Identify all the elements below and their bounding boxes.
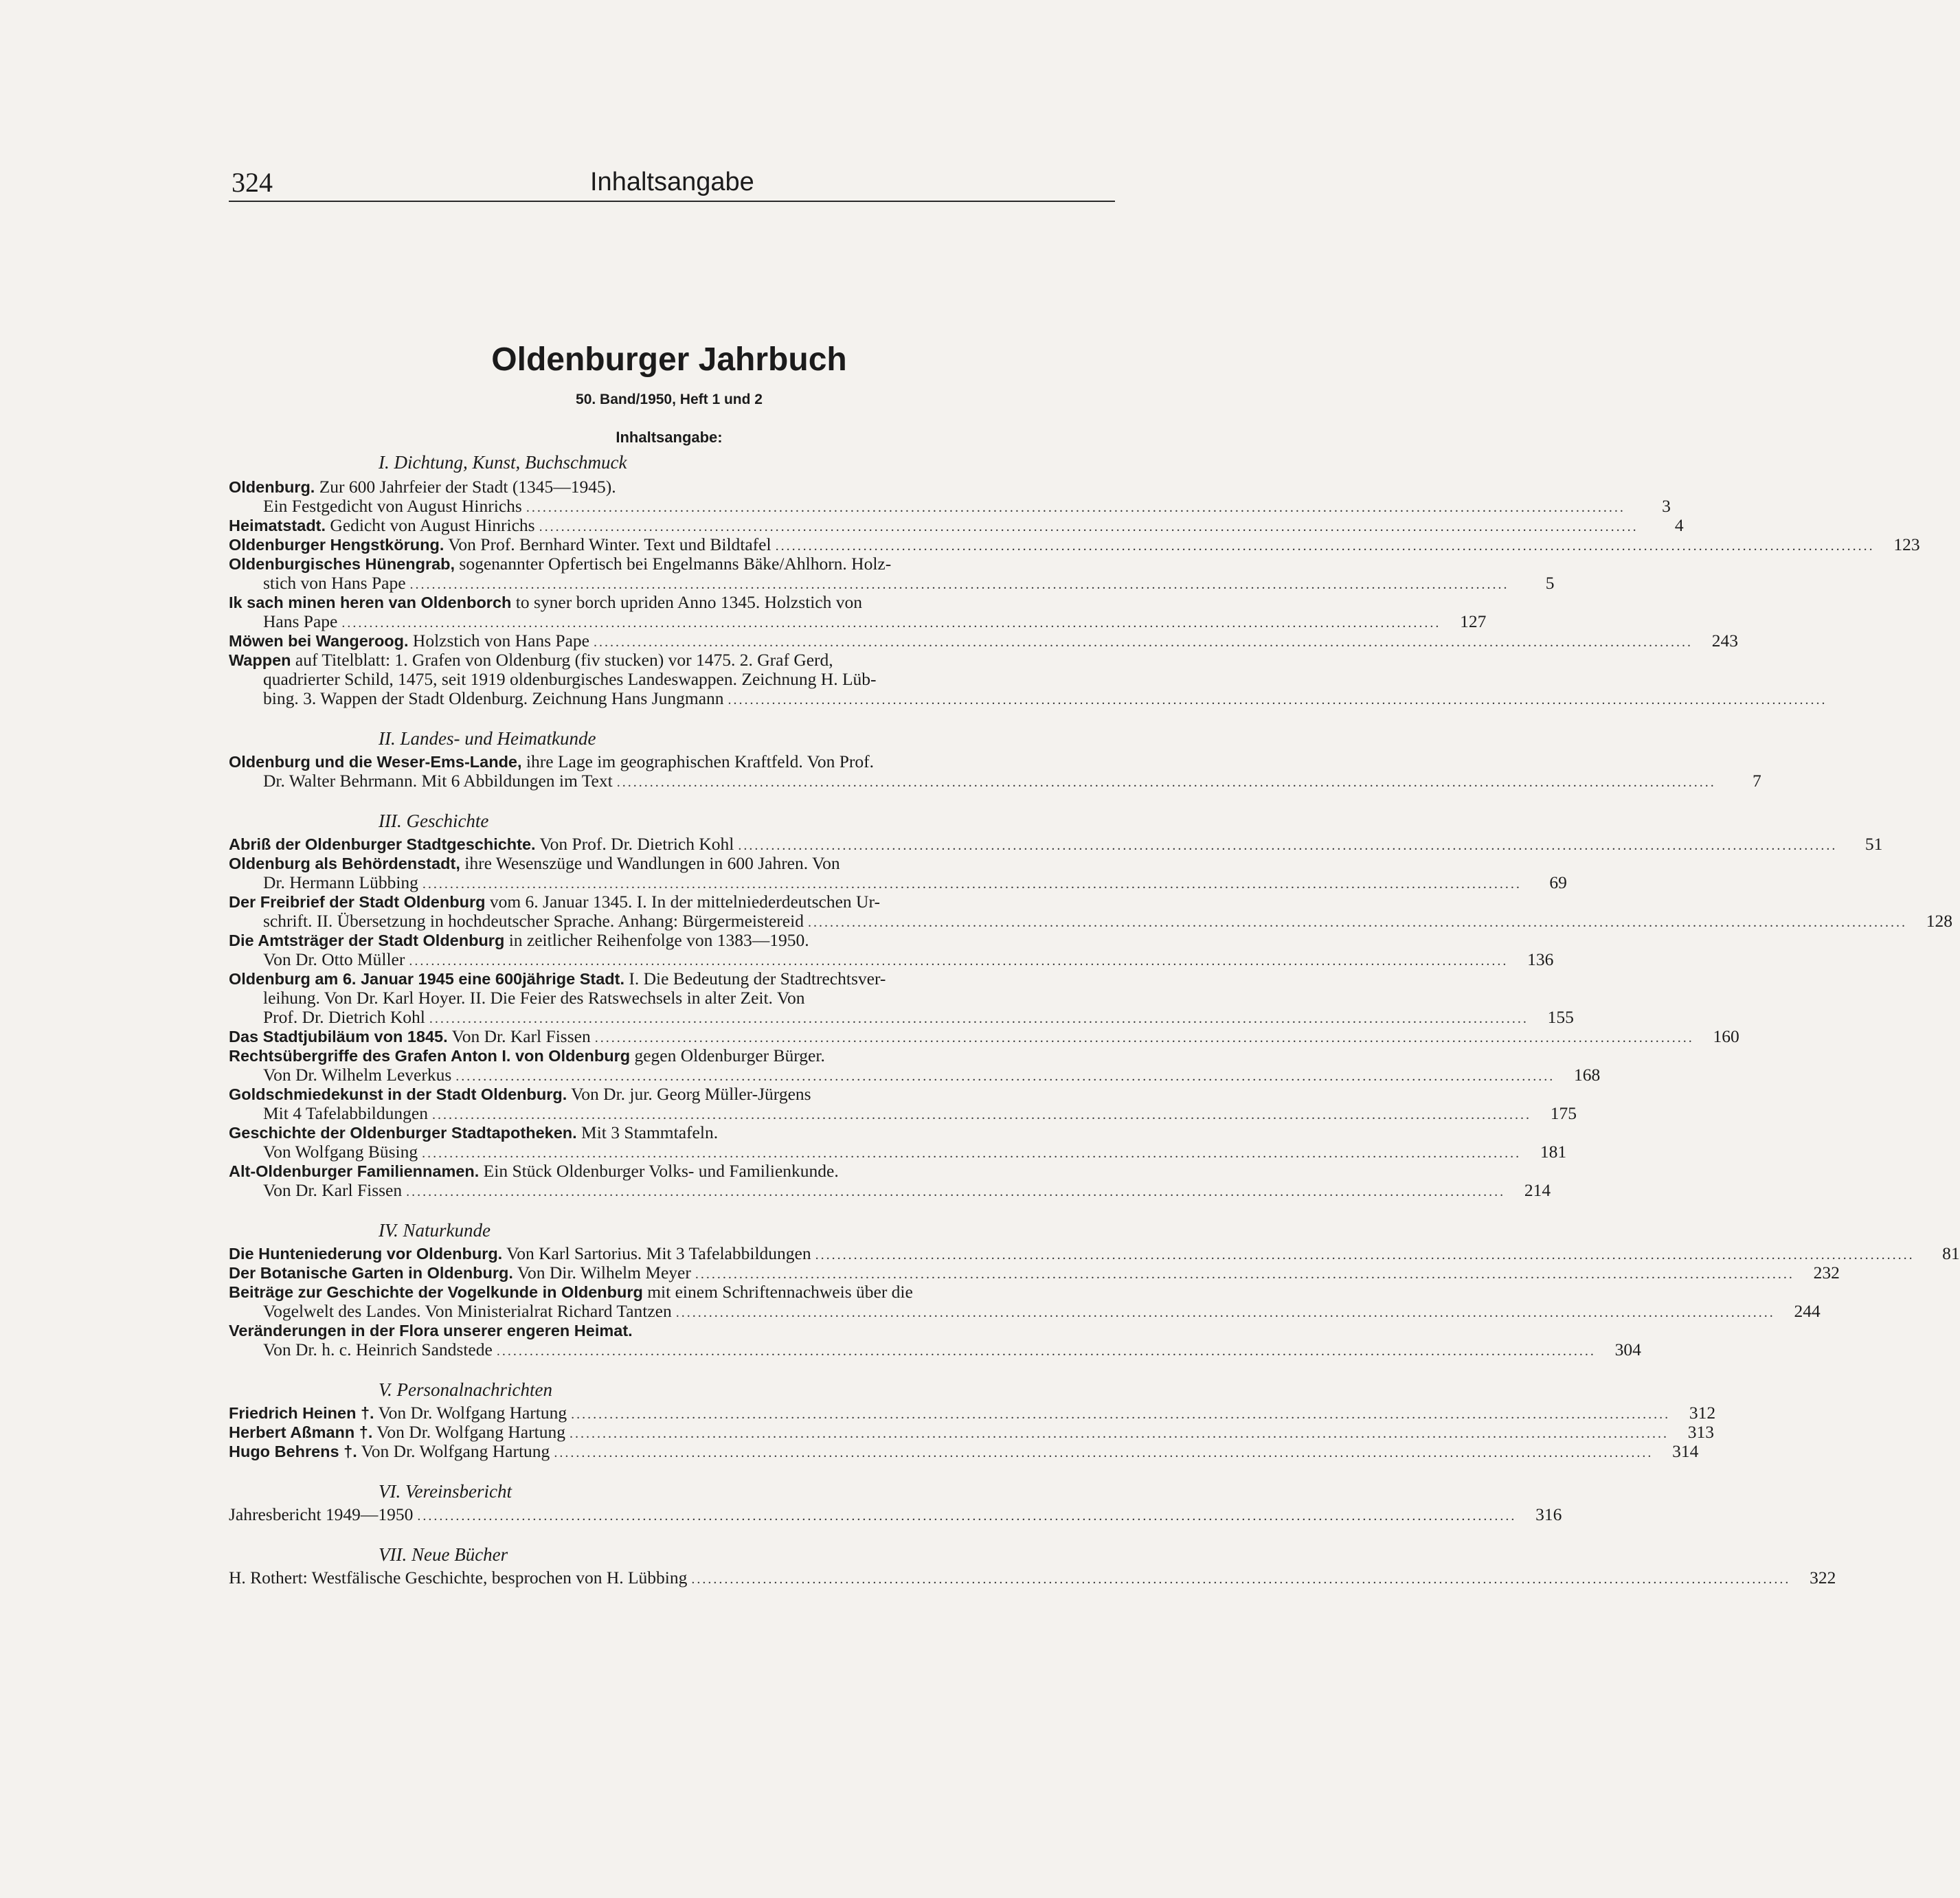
entry-page-number: 243 xyxy=(1711,631,1739,651)
section-heading: IV. Naturkunde xyxy=(379,1220,491,1241)
entry-continuation-line xyxy=(229,1142,1567,1162)
entry-continuation-line xyxy=(229,771,1761,791)
toc-entry xyxy=(229,1441,1699,1461)
entry-continuation-text: Von Dr. h. c. Heinrich Sandstede xyxy=(263,1340,493,1359)
volume-info: 50. Band/1950, Heft 1 und 2 xyxy=(576,392,763,407)
entry-page-number: 314 xyxy=(1672,1441,1699,1461)
entry-continuation-text: stich von Hans Pape xyxy=(263,573,406,593)
entry-continuation-line xyxy=(229,1007,1574,1027)
entry-text xyxy=(229,516,535,535)
entry-text xyxy=(229,1046,825,1065)
entry-description: vom 6. Januar 1345. I. In der mittelniederdeutschen Ur- xyxy=(489,892,880,912)
entry-continuation-text: Von Dr. Otto Müller xyxy=(263,949,405,969)
toc-entry xyxy=(229,554,1555,593)
leader-dots: ........................................................................................................................................................................................................ xyxy=(594,1030,1694,1046)
journal-title: Oldenburger Jahrbuch xyxy=(491,341,847,378)
leader-dots: ........................................................................................................................................................................................................ xyxy=(675,1305,1775,1320)
entry-continuation-line xyxy=(229,949,1554,969)
toc-entry xyxy=(229,853,1567,892)
toc-entry xyxy=(229,631,1739,651)
entry-description: Ein Stück Oldenburger Volks- und Familienkunde. xyxy=(483,1161,839,1181)
leader-dots: ........................................................................................................................................................................................................ xyxy=(409,577,1509,592)
toc-entry xyxy=(229,969,1574,1027)
entry-text xyxy=(229,631,589,651)
entry-bold-title: Wappen xyxy=(229,651,291,669)
entry-bold-title: Heimatstadt. xyxy=(229,517,326,534)
entry-text xyxy=(229,1568,687,1588)
entry-first-line xyxy=(229,752,1115,771)
entry-page-number: 304 xyxy=(1614,1340,1641,1359)
entry-page-number: 244 xyxy=(1794,1301,1821,1321)
entry-text xyxy=(229,1084,811,1104)
entry-page-number: 316 xyxy=(1535,1504,1562,1524)
entry-description: H. Rothert: Westfälische Geschichte, besprochen von H. Lübbing xyxy=(229,1568,688,1588)
entry-description: Von Dr. Wolfgang Hartung xyxy=(361,1441,550,1461)
entry-first-line xyxy=(229,931,1115,950)
entry-continuation-line xyxy=(229,688,1827,708)
entry-page-number: 81 xyxy=(1942,1243,1960,1263)
entry-first-line xyxy=(229,651,1115,670)
entry-first-line xyxy=(229,1123,1115,1142)
section-heading: III. Geschichte xyxy=(379,811,489,831)
entry-text xyxy=(229,1442,550,1461)
entry-continuation-line xyxy=(229,1340,1641,1359)
entry-first-line xyxy=(229,1085,1115,1104)
entry-description: Von Dir. Wilhelm Meyer xyxy=(517,1263,691,1283)
entry-first-line xyxy=(229,969,1115,988)
entry-text xyxy=(229,752,874,771)
section-heading: V. Personalnachrichten xyxy=(379,1379,552,1400)
entry-first-line xyxy=(229,515,1684,535)
entry-continuation-line xyxy=(229,1301,1821,1321)
entry-first-line xyxy=(229,1046,1115,1065)
entry-page-number: 5 xyxy=(1545,573,1555,593)
leader-dots: ........................................................................................................................................................................................................ xyxy=(815,1247,1915,1263)
entry-continuation-line xyxy=(229,1103,1577,1123)
entry-first-line xyxy=(229,892,1115,912)
leader-dots: ........................................................................................................................................................................................................ xyxy=(539,519,1638,534)
entry-first-line xyxy=(229,1403,1716,1423)
entry-description: in zeitlicher Reihenfolge von 1383—1950. xyxy=(508,930,809,950)
entry-description: ihre Wesenszüge und Wandlungen in 600 Jahren. Von xyxy=(464,853,840,873)
toc-entry xyxy=(229,1568,1836,1588)
entry-description: Von Dr. Wolfgang Hartung xyxy=(376,1422,565,1442)
leader-dots: ........................................................................................................................................................................................................ xyxy=(417,1509,1517,1524)
running-title: Inhaltsangabe xyxy=(590,168,754,196)
entry-first-line xyxy=(229,1441,1699,1461)
entry-page-number: 128 xyxy=(1926,911,1952,931)
contents-label: Inhaltsangabe: xyxy=(616,429,723,446)
entry-description: Von Dr. Karl Fissen xyxy=(451,1026,591,1046)
entry-page-number: 313 xyxy=(1687,1422,1714,1442)
entry-bold-title: Herbert Aßmann †. xyxy=(229,1423,373,1441)
entry-text xyxy=(229,535,771,554)
entry-description: Von Prof. Bernhard Winter. Text und Bildtafel xyxy=(448,534,771,554)
entry-first-line xyxy=(229,1162,1115,1181)
entry-page-number: 322 xyxy=(1810,1568,1836,1588)
entry-page-number: 168 xyxy=(1574,1065,1601,1085)
entry-bold-title: Oldenburg. xyxy=(229,478,315,496)
entry-page-number: 160 xyxy=(1713,1026,1739,1046)
entry-page-number: 232 xyxy=(1813,1263,1840,1283)
entry-page-number: 175 xyxy=(1550,1103,1577,1123)
entry-bold-title: Hugo Behrens †. xyxy=(229,1443,357,1460)
leader-dots: ........................................................................................................................................................................................................ xyxy=(422,1146,1522,1161)
entry-continuation-text: bing. 3. Wappen der Stadt Oldenburg. Zeichnung Hans Jungmann xyxy=(263,688,724,708)
entry-continuation-line xyxy=(229,1180,1551,1200)
entry-page-number: 181 xyxy=(1540,1142,1567,1162)
entry-first-line xyxy=(229,834,1883,854)
entry-description: sogenannter Opfertisch bei Engelmanns Bäke/Ahlhorn. Holz- xyxy=(459,554,892,574)
toc-entry xyxy=(229,1161,1551,1200)
toc-entry xyxy=(229,892,1952,931)
toc-entry xyxy=(229,592,1487,631)
running-head xyxy=(229,165,1115,202)
entry-page-number: 4 xyxy=(1674,515,1684,535)
entry-bold-title: Oldenburg am 6. Januar 1945 eine 600jährige Stadt. xyxy=(229,970,624,988)
entry-bold-title: Rechtsübergriffe des Grafen Anton I. von Oldenburg xyxy=(229,1047,631,1065)
entry-description: to syner borch upriden Anno 1345. Holzstich von xyxy=(515,592,863,612)
section-heading: VI. Vereinsbericht xyxy=(379,1481,512,1502)
entry-text xyxy=(229,1423,565,1442)
entry-bold-title: Die Hunteniederung vor Oldenburg. xyxy=(229,1245,503,1263)
table-of-contents xyxy=(229,450,1960,1588)
entry-bold-title: Friedrich Heinen †. xyxy=(229,1404,374,1422)
leader-dots: ........................................................................................................................................................................................................ xyxy=(409,953,1509,969)
entry-bold-title: Beiträge zur Geschichte der Vogelkunde in Oldenburg xyxy=(229,1283,643,1301)
entry-first-line xyxy=(229,1283,1115,1302)
entry-description: I. Die Bedeutung der Stadtrechtsver- xyxy=(629,969,886,988)
entry-continuation-text: Von Wolfgang Büsing xyxy=(263,1142,418,1162)
entry-first-line xyxy=(229,631,1739,651)
entry-text xyxy=(229,853,840,873)
entry-text xyxy=(229,1320,633,1340)
entry-first-line xyxy=(229,1026,1739,1046)
entry-bold-title: Die Amtsträger der Stadt Oldenburg xyxy=(229,931,505,949)
entry-continuation-line xyxy=(229,496,1671,516)
toc-entry xyxy=(229,930,1554,969)
entry-text xyxy=(229,1282,913,1302)
entry-first-line xyxy=(229,1568,1836,1588)
leader-dots: ........................................................................................................................................................................................................ xyxy=(496,1344,1596,1359)
toc-entry xyxy=(229,650,1827,708)
entry-continuation-line xyxy=(229,872,1567,892)
entry-continuation-line xyxy=(229,911,1952,931)
entry-page-number: 214 xyxy=(1524,1180,1551,1200)
entry-description: gegen Oldenburger Bürger. xyxy=(634,1046,825,1065)
leader-dots: ........................................................................................................................................................................................................ xyxy=(738,838,1838,853)
entry-page-number: 136 xyxy=(1527,949,1554,969)
entry-first-line xyxy=(229,593,1115,612)
entry-description: Von Karl Sartorius. Mit 3 Tafelabbildungen xyxy=(506,1243,811,1263)
toc-entry xyxy=(229,834,1883,854)
toc-entry xyxy=(229,752,1761,791)
entry-page-number: 312 xyxy=(1689,1403,1716,1423)
entry-continuation-text: Dr. Hermann Lübbing xyxy=(263,872,418,892)
leader-dots: ........................................................................................................................................................................................................ xyxy=(422,877,1522,892)
entry-text xyxy=(229,554,891,574)
entry-continuation-text: Mit 4 Tafelabbildungen xyxy=(263,1103,428,1123)
entry-continuation-text: Dr. Walter Behrmann. Mit 6 Abbildungen im Text xyxy=(263,771,613,791)
entry-bold-title: Abriß der Oldenburger Stadtgeschichte. xyxy=(229,835,536,853)
entry-description: Von Dr. jur. Georg Müller-Jürgens xyxy=(571,1084,811,1104)
entry-bold-title: Oldenburg und die Weser-Ems-Lande, xyxy=(229,753,522,771)
entry-text xyxy=(229,477,616,497)
entry-continuation-text: schrift. II. Übersetzung in hochdeutscher Sprache. Anhang: Bürgermeistereid xyxy=(263,911,804,931)
entry-page-number: 127 xyxy=(1460,611,1487,631)
entry-text xyxy=(229,1122,718,1142)
entry-continuation-text: Hans Pape xyxy=(263,611,338,631)
entry-bold-title: Möwen bei Wangeroog. xyxy=(229,632,409,650)
entry-text xyxy=(229,835,734,854)
entry-text xyxy=(229,1403,567,1423)
entry-continuation-text: Prof. Dr. Dietrich Kohl xyxy=(263,1007,425,1027)
entry-bold-title: Das Stadtjubiläum von 1845. xyxy=(229,1028,448,1046)
leader-dots: ........................................................................................................................................................................................................ xyxy=(807,915,1907,930)
entry-continuation-text: Vogelwelt des Landes. Von Ministerialrat Richard Tantzen xyxy=(263,1301,672,1321)
entry-continuation-line xyxy=(229,670,1115,689)
entry-continuation-line xyxy=(229,988,1115,1008)
toc-entry xyxy=(229,1504,1562,1524)
entry-first-line xyxy=(229,1263,1840,1283)
toc-entry xyxy=(229,1263,1840,1283)
toc-entry xyxy=(229,1422,1714,1442)
entry-first-line xyxy=(229,1243,1960,1263)
entry-text xyxy=(229,1244,811,1263)
entry-bold-title: Oldenburger Hengstkörung. xyxy=(229,536,444,554)
toc-entry xyxy=(229,1026,1739,1046)
entry-bold-title: Alt-Oldenburger Familiennamen. xyxy=(229,1162,480,1180)
entry-continuation-line xyxy=(229,611,1487,631)
entry-first-line xyxy=(229,534,1920,554)
entry-first-line xyxy=(229,477,1115,497)
entry-first-line xyxy=(229,1422,1714,1442)
toc-entry xyxy=(229,1321,1641,1359)
entry-description: Gedicht von August Hinrichs xyxy=(330,515,535,535)
leader-dots: ........................................................................................................................................................................................................ xyxy=(406,1184,1506,1199)
entry-continuation-text: Von Dr. Wilhelm Leverkus xyxy=(263,1065,452,1085)
leader-dots: ........................................................................................................................................................................................................ xyxy=(431,1107,1531,1122)
entry-text xyxy=(229,1027,591,1046)
leader-dots: ........................................................................................................................................................................................................ xyxy=(526,500,1625,515)
entry-description: Von Dr. Wolfgang Hartung xyxy=(378,1403,567,1423)
entry-description: auf Titelblatt: 1. Grafen von Oldenburg (fiv stucken) vor 1475. 2. Graf Gerd, xyxy=(295,650,833,670)
entry-bold-title: Oldenburg als Behördenstadt, xyxy=(229,855,460,872)
entry-bold-title: Der Botanische Garten in Oldenburg. xyxy=(229,1264,513,1282)
entry-description: ihre Lage im geographischen Kraftfeld. Von Prof. xyxy=(526,752,874,771)
entry-bold-title: Veränderungen in der Flora unserer engeren Heimat. xyxy=(229,1322,633,1340)
entry-description: Holzstich von Hans Pape xyxy=(412,631,590,651)
entry-description: Von Prof. Dr. Dietrich Kohl xyxy=(539,834,734,854)
section-heading: I. Dichtung, Kunst, Buchschmuck xyxy=(379,452,627,473)
entry-page-number: 69 xyxy=(1549,872,1567,892)
leader-dots: ........................................................................................................................................................................................................ xyxy=(691,1572,1791,1587)
toc-entry xyxy=(229,1084,1577,1123)
leader-dots: ........................................................................................................................................................................................................ xyxy=(616,775,1716,790)
entry-text xyxy=(229,592,862,612)
entry-continuation-line xyxy=(229,1065,1601,1085)
toc-entry xyxy=(229,534,1920,554)
entry-description: Zur 600 Jahrfeier der Stadt (1345—1945). xyxy=(319,477,616,497)
entry-text xyxy=(229,969,886,988)
entry-first-line xyxy=(229,554,1115,574)
section-heading: II. Landes- und Heimatkunde xyxy=(379,728,596,749)
entry-continuation-text: Von Dr. Karl Fissen xyxy=(263,1180,403,1200)
leader-dots: ........................................................................................................................................................................................................ xyxy=(571,1407,1671,1422)
toc-entry xyxy=(229,1243,1960,1263)
entry-first-line xyxy=(229,854,1115,873)
entry-bold-title: Oldenburgisches Hünengrab, xyxy=(229,555,455,573)
entry-bold-title: Ik sach minen heren van Oldenborch xyxy=(229,594,512,611)
leader-dots: ........................................................................................................................................................................................................ xyxy=(429,1011,1529,1026)
entry-continuation-text: quadrierter Schild, 1475, seit 1919 oldenburgisches Landeswappen. Zeichnung H. Lüb- xyxy=(263,669,877,689)
entry-text xyxy=(229,650,833,670)
leader-dots: ........................................................................................................................................................................................................ xyxy=(554,1445,1654,1460)
toc-entry xyxy=(229,1403,1716,1423)
entry-page-number: 123 xyxy=(1893,534,1920,554)
entry-first-line xyxy=(229,1321,1115,1340)
leader-dots: ........................................................................................................................................................................................................ xyxy=(728,692,1827,708)
entry-page-number: 3 xyxy=(1662,496,1671,516)
entry-text xyxy=(229,1161,839,1181)
entry-page-number: 7 xyxy=(1752,771,1761,791)
entry-text xyxy=(229,892,880,912)
leader-dots: ........................................................................................................................................................................................................ xyxy=(775,539,1875,554)
entry-page-number: 155 xyxy=(1547,1007,1574,1027)
leader-dots: ........................................................................................................................................................................................................ xyxy=(341,615,1441,631)
entry-bold-title: Goldschmiedekunst in der Stadt Oldenburg. xyxy=(229,1085,567,1103)
entry-continuation-line xyxy=(229,573,1555,593)
entry-text xyxy=(229,930,809,950)
entry-continuation-text: leihung. Von Dr. Karl Hoyer. II. Die Feier des Ratswechsels in alter Zeit. Von xyxy=(263,988,805,1008)
toc-entry xyxy=(229,515,1684,535)
leader-dots: ........................................................................................................................................................................................................ xyxy=(569,1426,1669,1441)
entry-page-number: 51 xyxy=(1865,834,1883,854)
entry-continuation-text: Ein Festgedicht von August Hinrichs xyxy=(263,496,522,516)
page-number: 324 xyxy=(232,167,273,198)
entry-bold-title: Geschichte der Oldenburger Stadtapotheken. xyxy=(229,1124,577,1142)
entry-first-line xyxy=(229,1504,1562,1524)
entry-description: Mit 3 Stammtafeln. xyxy=(581,1122,719,1142)
entry-bold-title: Der Freibrief der Stadt Oldenburg xyxy=(229,893,486,911)
entry-text xyxy=(229,1505,413,1524)
entry-description: Jahresbericht 1949—1950 xyxy=(229,1504,414,1524)
leader-dots: ........................................................................................................................................................................................................ xyxy=(455,1069,1555,1084)
section-heading: VII. Neue Bücher xyxy=(379,1544,508,1565)
leader-dots: ........................................................................................................................................................................................................ xyxy=(695,1267,1794,1282)
leader-dots: ........................................................................................................................................................................................................ xyxy=(594,635,1693,650)
toc-entry xyxy=(229,1122,1567,1162)
entry-description: mit einem Schriftennachweis über die xyxy=(647,1282,913,1302)
toc-entry xyxy=(229,1046,1601,1085)
entry-text xyxy=(229,1263,691,1283)
toc-entry xyxy=(229,1282,1821,1321)
toc-entry xyxy=(229,477,1671,516)
